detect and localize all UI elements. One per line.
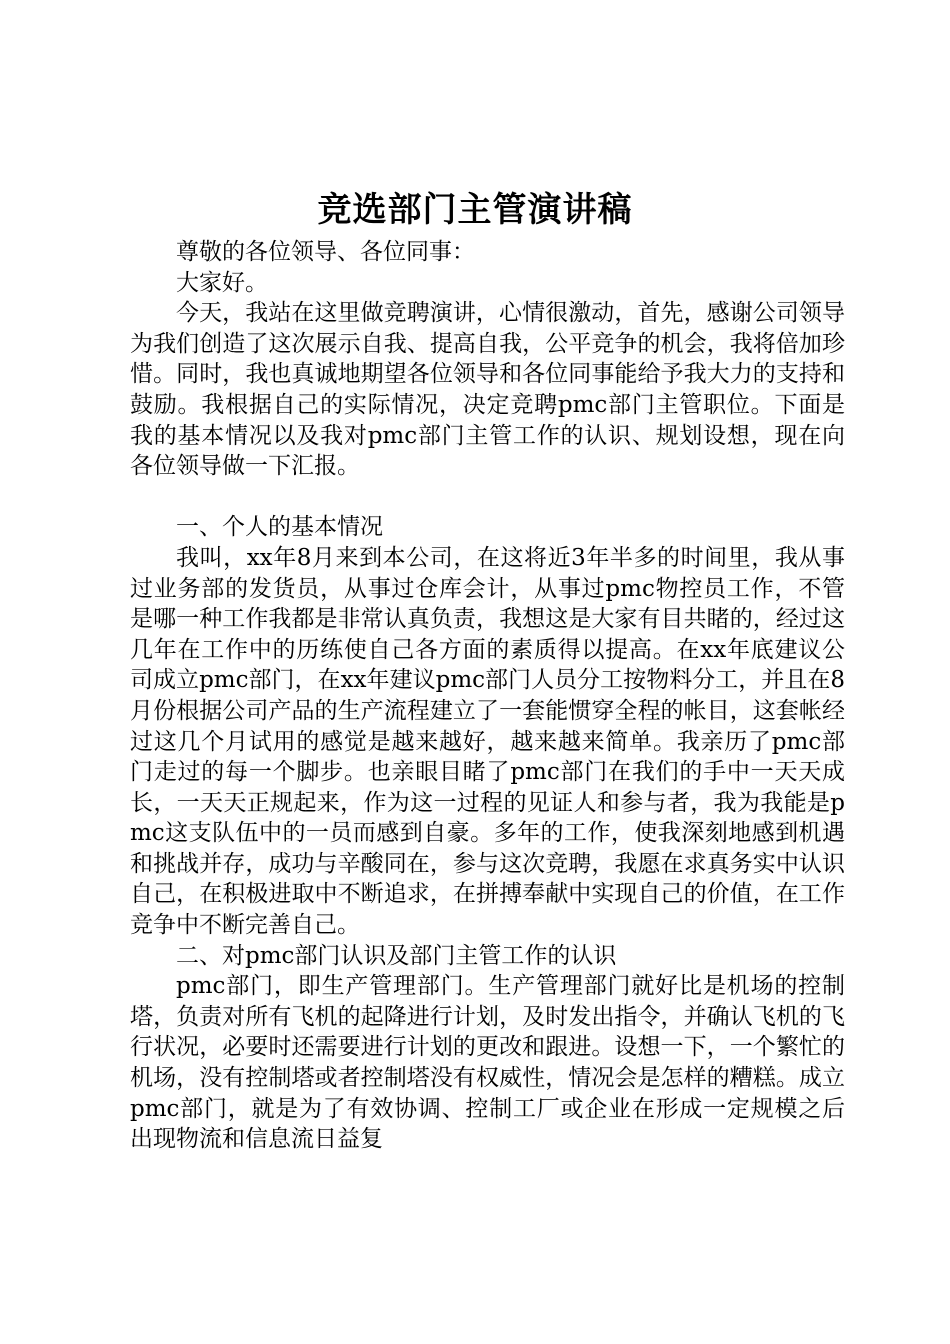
document-body <box>130 237 845 1155</box>
intro-paragraph: 今天，我站在这里做竞聘演讲，心情很激动，首先，感谢公司领导为我们创造了这次展示自我、提高自我，公平竞争的机会，我将倍加珍惜。同时，我也真诚地期望各位领导和各位同事能给予我大力的支持和鼓励。我根据自己的实际情况，决定竞聘pmc部门主管职位。下面是我的基本情况以及我对pmc部门主管工作的认识、规划设想，现在向各位领导做一下汇报。 <box>130 300 845 480</box>
document-title: 竞选部门主管演讲稿 <box>317 190 633 230</box>
personal-paragraph: 我叫，xx年8月来到本公司，在这将近3年半多的时间里，我从事过业务部的发货员，从事过仓库会计，从事过pmc物控员工作，不管是哪一种工作我都是非常认真负责，我想这是大家有目共睹的，经过这几年在工作中的历练使自己各方面的素质得以提高。在xx年底建议公司成立pmc部门，在xx年建议pmc部门人员分工按物料分工，并且在8月份根据公司产品的生产流程建立了一套能惯穿全程的帐目，这套帐经过这几个月试用的感觉是越来越好，越来越来简单。我亲历了pmc部门走过的每一个脚步。也亲眼目睹了pmc部门在我们的手中一天天成长，一天天正规起来，作为这一过程的见证人和参与者，我为我能是pmc这支队伍中的一员而感到自豪。多年的工作，使我深刻地感到机遇和挑战并存，成功与辛酸同在，参与这次竞聘，我愿在求真务实中认识自己，在积极进取中不断追求，在拼搏奉献中实现自己的价值，在工作竞争中不断完善自己。 <box>130 544 845 939</box>
pmc-paragraph: pmc部门，即生产管理部门。生产管理部门就好比是机场的控制塔，负责对所有飞机的起降进行计划，及时发出指令，并确认飞机的飞行状况，必要时还需要进行计划的更改和跟进。设想一下，一个繁忙的机场，没有控制塔或者控制塔没有权威性，情况会是怎样的糟糕。成立pmc部门，就是为了有效协调、控制工厂或企业在形成一定规模之后出现物流和信息流日益复 <box>130 973 845 1153</box>
greeting: 大家好。 <box>176 269 268 296</box>
section-heading-personal: 一、个人的基本情况 <box>176 514 383 541</box>
section-heading-pmc: 二、对pmc部门认识及部门主管工作的认识 <box>176 942 617 969</box>
salutation: 尊敬的各位领导、各位同事： <box>176 239 475 265</box>
